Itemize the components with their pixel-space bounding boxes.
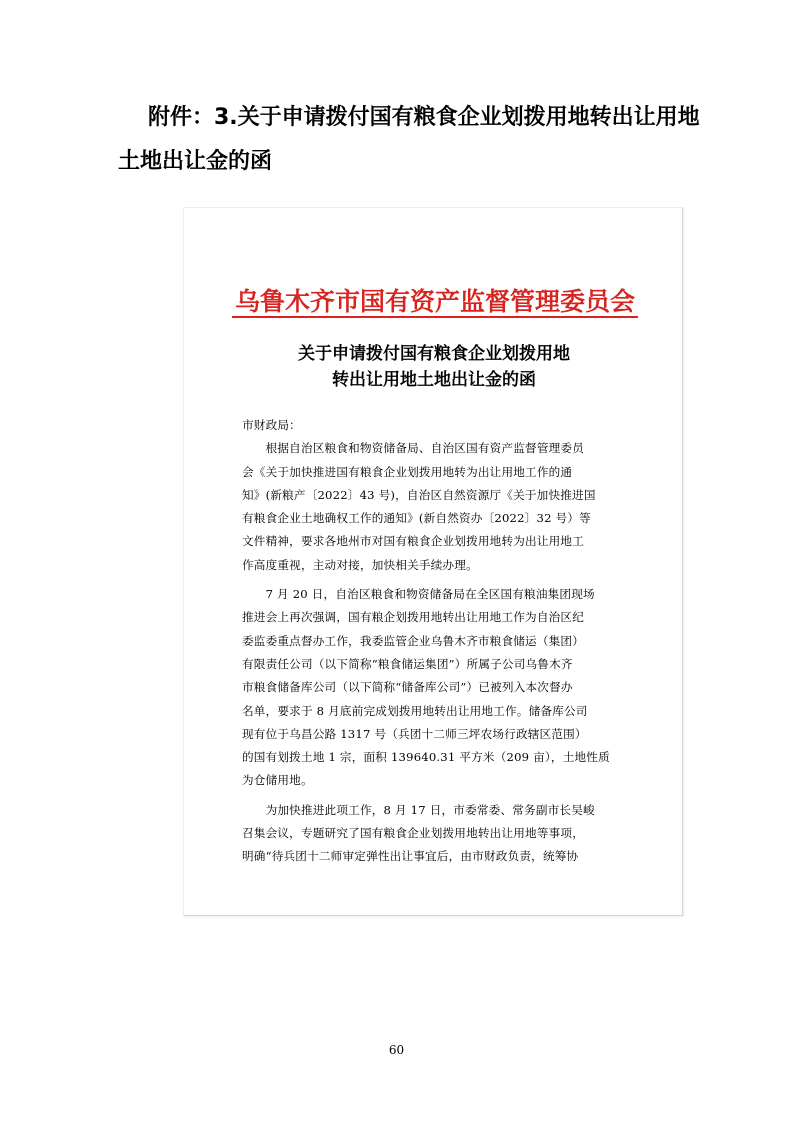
letter-body-line: 召集会议，专题研究了国有粮食企业划拨用地转出让用地等事项， <box>242 826 585 841</box>
attachment-heading-line-2: 土地出让金的函 <box>118 149 273 174</box>
letter-body-line: 明确“待兵团十二师审定弹性出让事宜后，由市财政负责，统筹协 <box>242 849 579 864</box>
letter-body-line: 为仓储用地。 <box>242 773 313 788</box>
letter-body-line: 会《关于加快推进国有粮食企业划拨用地转为出让用地工作的通 <box>242 464 573 479</box>
letter-body-line: 作高度重视，主动对接，加快相关手续办理。 <box>242 557 478 572</box>
scanned-letter-image <box>183 207 683 916</box>
letter-body-line: 委监委重点督办工作，我委监管企业乌鲁木齐市粮食储运（集团） <box>242 633 585 648</box>
letter-body-line: 名单，要求于 8 月底前完成划拨用地转出让用地工作。储备库公司 <box>242 703 588 718</box>
letter-body-line: 有限责任公司（以下简称“粮食储运集团”）所属子公司乌鲁木齐 <box>242 656 573 671</box>
letter-body-line: 知》(新粮产〔2022〕43 号)，自治区自然资源厅《关于加快推进国 <box>242 487 596 502</box>
letter-body-line: 市粮食储备库公司（以下简称“储备库公司”）已被列入本次督办 <box>242 680 573 695</box>
letter-body-line: 7 月 20 日，自治区粮食和物资储备局在全区国有粮油集团现场 <box>242 587 595 602</box>
letter-body-line: 推进会上再次强调，国有粮企划拨用地转出让用地工作为自治区纪 <box>242 610 585 625</box>
letterhead-red-rule <box>232 316 638 318</box>
letter-body-line: 为加快推进此项工作，8 月 17 日，市委常委、常务副市长吴峻 <box>242 802 595 817</box>
letter-body <box>242 414 640 869</box>
letter-body-line: 现有位于乌昌公路 1317 号（兵团十二师三坪农场行政辖区范围） <box>242 726 587 741</box>
letter-salutation: 市财政局： <box>242 418 301 432</box>
page-number: 60 <box>388 1043 405 1057</box>
letter-body-line: 文件精神，要求各地州市对国有粮食企业划拨用地转为出让用地工 <box>242 534 585 549</box>
attachment-heading-line-1: 附件：3.关于申请拨付国有粮食企业划拨用地转出让用地 <box>148 105 700 130</box>
letter-body-line: 有粮食企业土地确权工作的通知》(新自然资办〔2022〕32 号）等 <box>242 511 591 526</box>
letterhead-masthead: 乌鲁木齐市国有资产监督管理委员会 <box>234 287 635 316</box>
letter-body-line: 的国有划拨土地 1 宗，面积 139640.31 平方米（209 亩），土地性质 <box>242 750 610 765</box>
letter-title-line-1: 关于申请拨付国有粮食企业划拨用地 <box>298 344 570 364</box>
attachment-heading <box>118 96 698 184</box>
letter-body-line: 根据自治区粮食和物资储备局、自治区国有资产监督管理委员 <box>242 441 585 456</box>
letter-title <box>224 341 644 393</box>
letter-title-line-2: 转出让用地土地出让金的函 <box>332 370 536 390</box>
